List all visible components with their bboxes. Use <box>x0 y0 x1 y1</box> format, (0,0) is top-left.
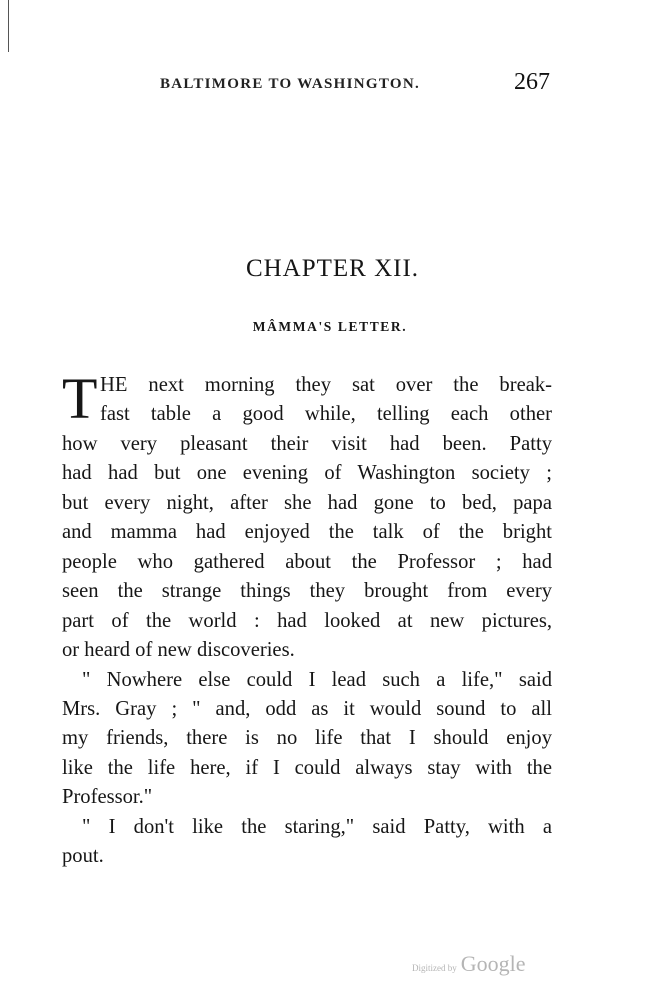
text-line: HE next morning they sat over the break- <box>100 374 552 396</box>
text-line: Professor." <box>62 786 153 809</box>
drop-cap: T <box>62 366 98 431</box>
text-line: part of the world : had looked at new pictures, <box>62 609 552 632</box>
google-logo: Google <box>460 951 526 976</box>
text-line: " I don't like the staring," said Patty, with a <box>82 815 552 838</box>
text-line: or heard of new discoveries. <box>62 639 295 662</box>
running-head: BALTIMORE TO WASHINGTON. <box>160 76 421 92</box>
page-number: 267 <box>514 69 550 95</box>
text-line: seen the strange things they brought from every <box>62 580 552 603</box>
text-line: my friends, there is no life that I should enjoy <box>62 727 552 750</box>
body-text <box>62 366 552 872</box>
text-line: but every night, after she had gone to bed, papa <box>62 491 552 514</box>
text-line: people who gathered about the Professor ; had <box>62 550 552 573</box>
chapter-title: CHAPTER XII. <box>245 255 420 282</box>
chapter-subtitle: MÂMMA'S LETTER. <box>252 319 408 334</box>
text-line: and mamma had enjoyed the talk of the bright <box>62 521 552 544</box>
digitized-by-google-watermark <box>412 951 526 977</box>
margin-rule <box>8 0 9 52</box>
watermark-small-text: Digitized by <box>412 963 457 973</box>
text-line: like the life here, if I could always stay with the <box>62 756 552 779</box>
text-line: had had but one evening of Washington society ; <box>62 462 552 485</box>
text-line: fast table a good while, telling each other <box>100 403 552 426</box>
text-line: pout. <box>62 845 104 868</box>
text-line: Mrs. Gray ; " and, odd as it would sound to all <box>62 697 552 720</box>
text-line: how very pleasant their visit had been. Patty <box>62 432 552 455</box>
text-line: " Nowhere else could I lead such a life," said <box>82 668 552 691</box>
